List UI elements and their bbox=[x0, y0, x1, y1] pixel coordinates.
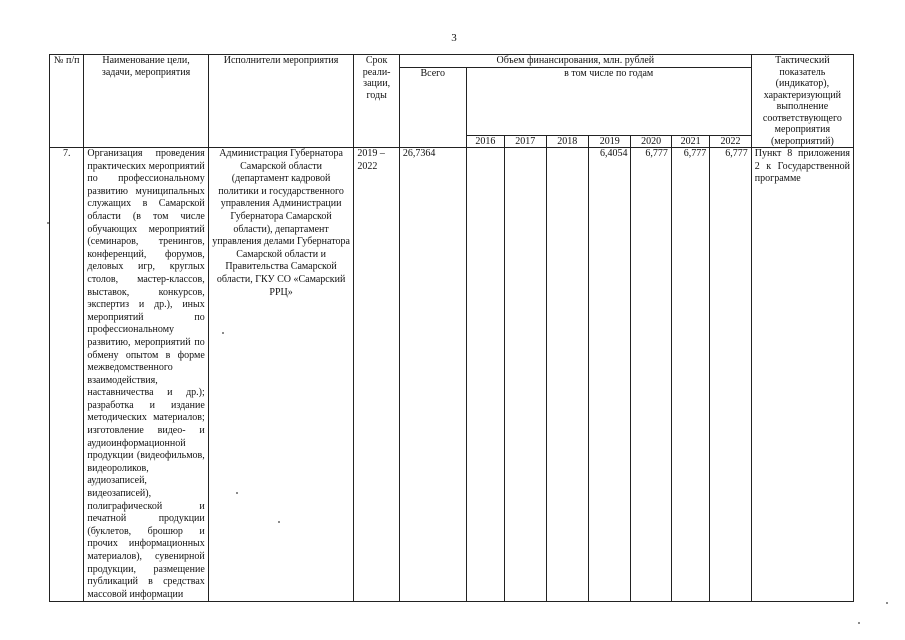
header-executors: Исполнители мероприятия bbox=[208, 55, 354, 148]
row-executors: Администрация Губернатора Самарской области (департамент кадровой политики и государственного управления Администрации Губернатора Самарской области), департамент управления делами Губернатора Самарской области и Правительства Самарской области, ГКУ СО «Самарский РРЦ» bbox=[208, 148, 354, 602]
funding-table bbox=[49, 54, 854, 602]
row-number: 7. bbox=[50, 148, 84, 602]
row-indicator: Пункт 8 приложения 2 к Государственной программе bbox=[751, 148, 853, 602]
scan-speck bbox=[858, 622, 860, 624]
header-funding: Объем финансирования, млн. рублей bbox=[399, 55, 751, 68]
page-number: 3 bbox=[451, 32, 457, 44]
row-total: 26,7364 bbox=[399, 148, 466, 602]
row-year-value bbox=[466, 148, 504, 602]
header-year: 2018 bbox=[546, 135, 588, 148]
row-year-value: 6,777 bbox=[671, 148, 709, 602]
header-year: 2020 bbox=[631, 135, 671, 148]
scan-speck bbox=[47, 222, 49, 224]
row-name: Организация проведения практических мероприятий по профессиональному развитию муниципальных служащих в Самарской области (в том числе обучающих мероприятий (семинаров, тренингов, конференций, форумов, деловых игр, круглых столов, мастер-классов, выставок, конкурсов, экспертиз и др.), иных мероприятий по профессиональному развитию, мероприятий по обмену опытом в форме межведомственного взаимодействия, наставничества и др.); разработка и издание методических материалов; изготовление видео- и аудиоинформационной продукции (видеофильмов, видеороликов, аудиозаписей, видеозаписей), полиграфической и печатной продукции (буклетов, брошюр и прочих информационных материалов), сувенирной продукции, размещение публикаций в средствах массовой информации bbox=[84, 148, 208, 602]
row-year-value bbox=[505, 148, 546, 602]
header-year: 2016 bbox=[466, 135, 504, 148]
header-year: 2019 bbox=[588, 135, 630, 148]
row-term: 2019 – 2022 bbox=[354, 148, 400, 602]
table-row bbox=[50, 148, 854, 602]
row-year-value: 6,4054 bbox=[588, 148, 630, 602]
scan-speck bbox=[236, 492, 238, 494]
header-name: Наименование цели, задачи, мероприятия bbox=[84, 55, 208, 148]
header-year: 2021 bbox=[671, 135, 709, 148]
header-number: № п/п bbox=[50, 55, 84, 148]
scan-speck bbox=[886, 602, 888, 604]
scan-speck bbox=[222, 332, 224, 334]
header-year: 2017 bbox=[505, 135, 546, 148]
row-year-value: 6,777 bbox=[710, 148, 751, 602]
header-year: 2022 bbox=[710, 135, 751, 148]
scan-speck bbox=[278, 521, 280, 523]
row-year-value: 6,777 bbox=[631, 148, 671, 602]
header-by-year: в том числе по годам bbox=[466, 67, 751, 135]
header-term: Срок реали-зации, годы bbox=[354, 55, 400, 148]
header-indicator: Тактический показатель (индикатор), характеризующий выполнение соответствующего мероприятия (мероприятий) bbox=[751, 55, 853, 148]
header-total: Всего bbox=[399, 67, 466, 148]
row-year-value bbox=[546, 148, 588, 602]
